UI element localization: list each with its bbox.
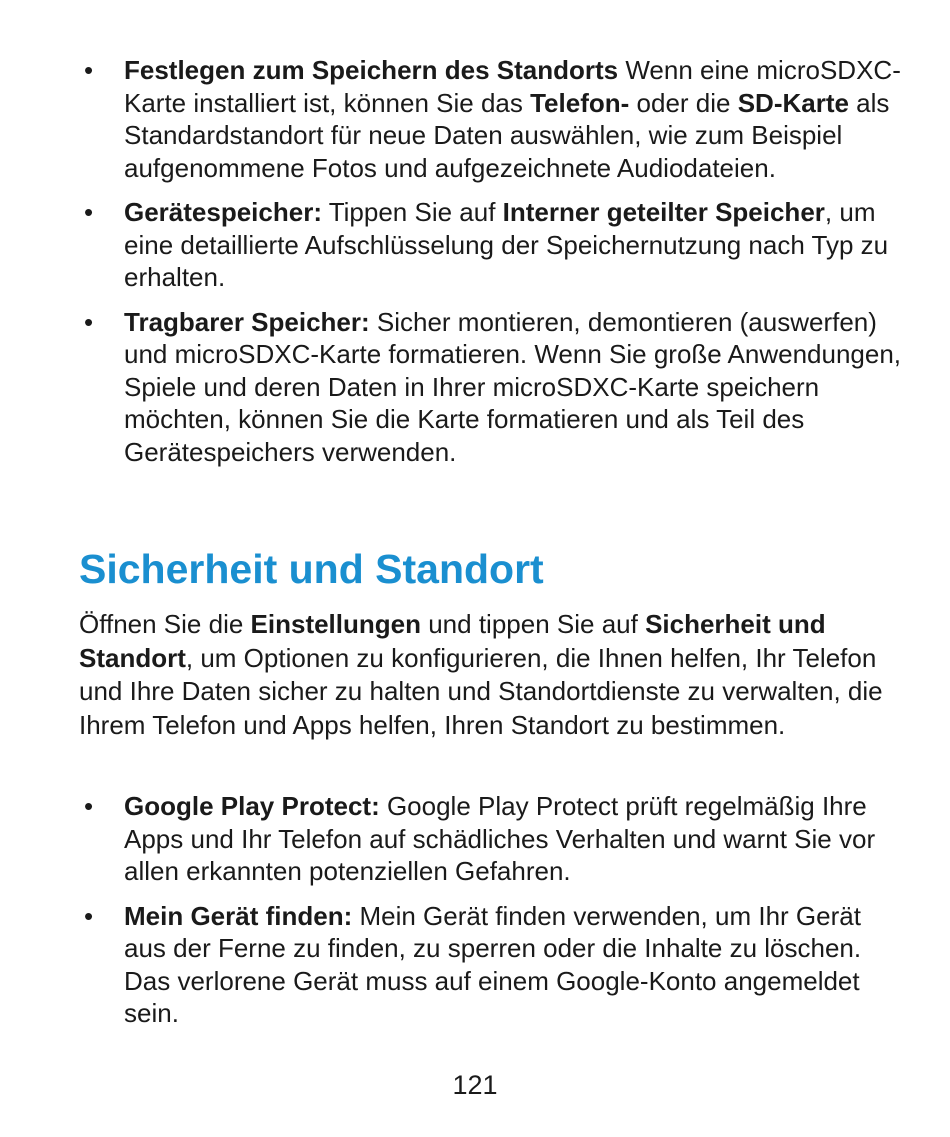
- term-storage-location: Festlegen zum Speichern des Standorts: [124, 55, 619, 85]
- storage-options-list: [0, 54, 950, 468]
- bullet-icon: •: [84, 197, 94, 227]
- item-text: Sicher montieren, demontieren (auswerfen) und microSDXC-Karte formatieren. Wenn Sie große Anwendungen, Spiele und deren Daten in Ihrer microSDXC-Karte speichern möchten, können Sie die Karte formatieren und als Teil des Gerätespeichers verwenden.: [124, 306, 902, 467]
- list-item-device-storage: [0, 196, 950, 294]
- section-intro-paragraph: [79, 608, 919, 742]
- term-sd-card: SD-Karte: [737, 87, 849, 118]
- item-text: Wenn eine microSDXC-Karte installiert ist, können Sie das: [124, 55, 901, 118]
- list-item-find-my-device: [0, 900, 950, 1030]
- list-item-portable-storage: [0, 306, 950, 469]
- security-options-list: [0, 790, 950, 1030]
- term-settings: Einstellungen: [250, 609, 421, 639]
- bullet-icon: •: [84, 306, 94, 337]
- item-text: Mein Gerät finden verwenden, um Ihr Gerät aus der Ferne zu finden, zu sperren oder die Inhalte zu löschen. Das verlorene Gerät muss auf einem Google-Konto angemeldet sein.: [124, 900, 862, 1028]
- bullet-icon: •: [84, 791, 94, 821]
- page-number: 121: [452, 1070, 498, 1100]
- item-text: Tippen Sie auf: [321, 197, 503, 227]
- term-phone: Telefon-: [530, 87, 630, 118]
- item-text: oder die: [629, 87, 738, 118]
- term-find-my-device: Mein Gerät finden:: [124, 900, 353, 931]
- intro-text: , um Optionen zu konfigurieren, die Ihnen helfen, Ihr Telefon und Ihre Daten sicher zu halten und Standortdienste zu verwalten, die Ihrem Telefon und Apps helfen, Ihren Standort zu bestimmen.: [79, 642, 883, 740]
- term-google-play-protect: Google Play Protect:: [124, 791, 380, 821]
- item-text: , um eine detaillierte Aufschlüsselung der Speichernutzung nach Typ zu erhalten.: [124, 197, 889, 292]
- bullet-icon: •: [84, 900, 94, 931]
- term-security-location: Sicherheit und Standort: [79, 609, 826, 673]
- section-heading: Sicherheit und Standort: [79, 546, 544, 592]
- item-text: als Standardstandort für neue Daten auswählen, wie zum Beispiel aufgenommene Fotos und aufgezeichnete Audiodateien.: [124, 87, 890, 183]
- term-portable-storage: Tragbarer Speicher:: [124, 306, 370, 337]
- bullet-icon: •: [84, 55, 94, 85]
- list-item-storage-location: [0, 54, 950, 184]
- term-internal-shared-storage: Interner geteilter Speicher: [502, 197, 825, 227]
- intro-text: Öffnen Sie die: [79, 609, 251, 639]
- intro-text: und tippen Sie auf: [421, 609, 646, 639]
- term-device-storage: Gerätespeicher:: [124, 197, 322, 227]
- list-item-google-play-protect: [0, 790, 950, 888]
- item-text: Google Play Protect prüft regelmäßig Ihre Apps und Ihr Telefon auf schädliches Verhalten und warnt Sie vor allen erkannten potenziellen Gefahren.: [124, 791, 876, 886]
